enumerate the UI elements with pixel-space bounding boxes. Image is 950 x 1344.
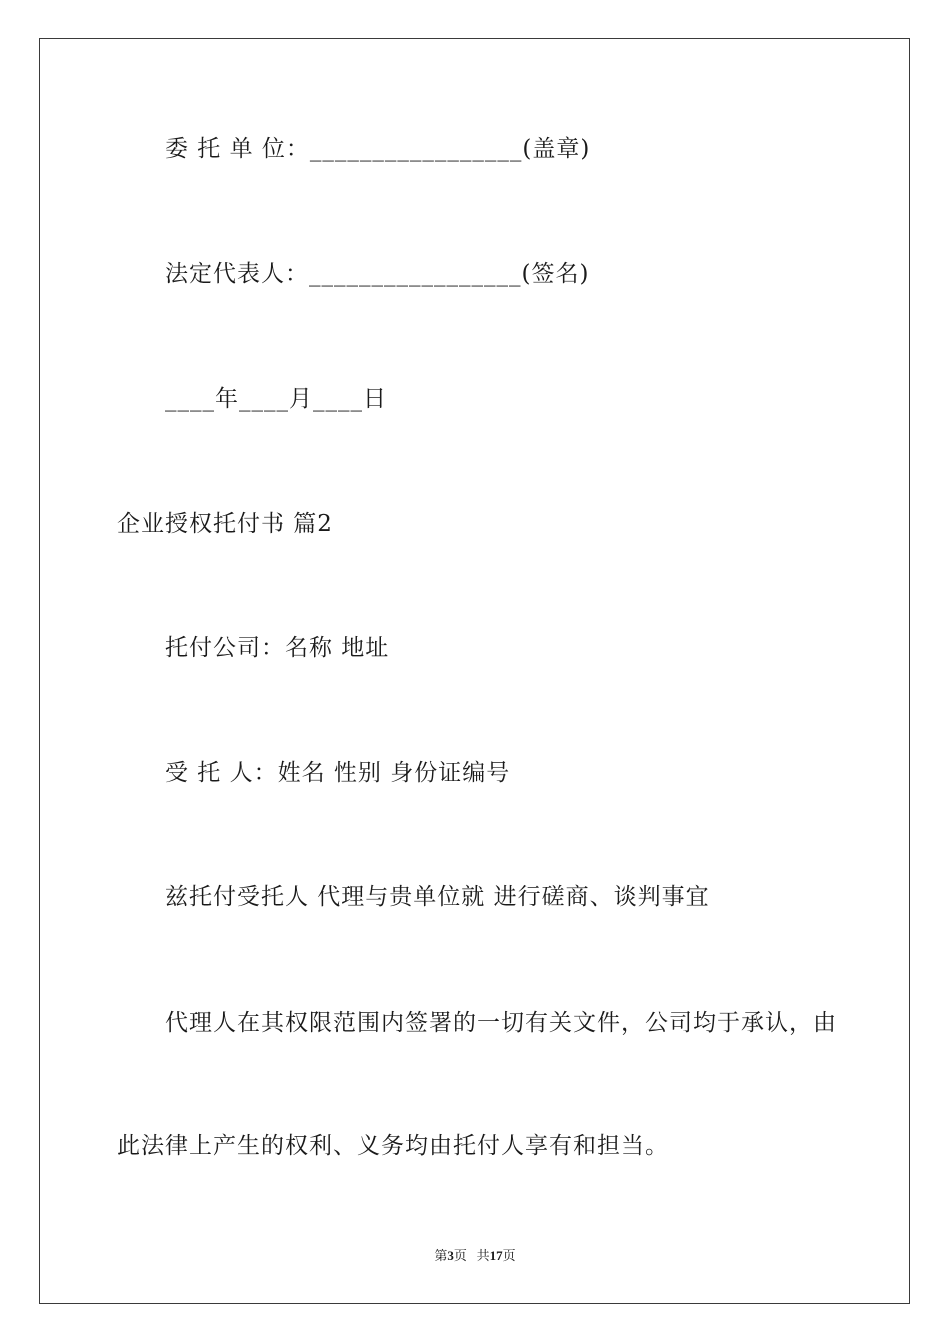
- authority-statement-line-2: 此法律上产生的权利、义务均由托付人享有和担当。: [117, 1133, 669, 1159]
- entrustment-statement-line: 兹托付受托人 代理与贵单位就 进行磋商、谈判事宜: [165, 884, 710, 910]
- footer-page-prefix: 第: [434, 1248, 448, 1263]
- legal-representative-line: 法定代表人：_________________(签名): [165, 261, 590, 287]
- section-heading: 企业授权托付书 篇2: [117, 511, 333, 537]
- footer-total-pages: 17: [489, 1248, 503, 1263]
- entrusting-unit-line: 委 托 单 位：_________________(盖章): [165, 136, 591, 162]
- entrusting-company-line: 托付公司：名称 地址: [165, 635, 390, 661]
- date-line: ____年____月____日: [165, 386, 387, 412]
- footer-page-number: 3: [447, 1248, 454, 1263]
- authority-statement-line-1: 代理人在其权限范围内签署的一切有关文件，公司均于承认，由: [165, 1010, 837, 1036]
- page-border: [39, 38, 910, 1304]
- trustee-line: 受 托 人：姓名 性别 身份证编号: [165, 760, 511, 786]
- footer-total-suffix: 页: [502, 1248, 516, 1263]
- page-footer: [0, 1247, 950, 1265]
- footer-total-prefix: 共: [476, 1248, 490, 1263]
- footer-page-suffix: 页: [453, 1248, 467, 1263]
